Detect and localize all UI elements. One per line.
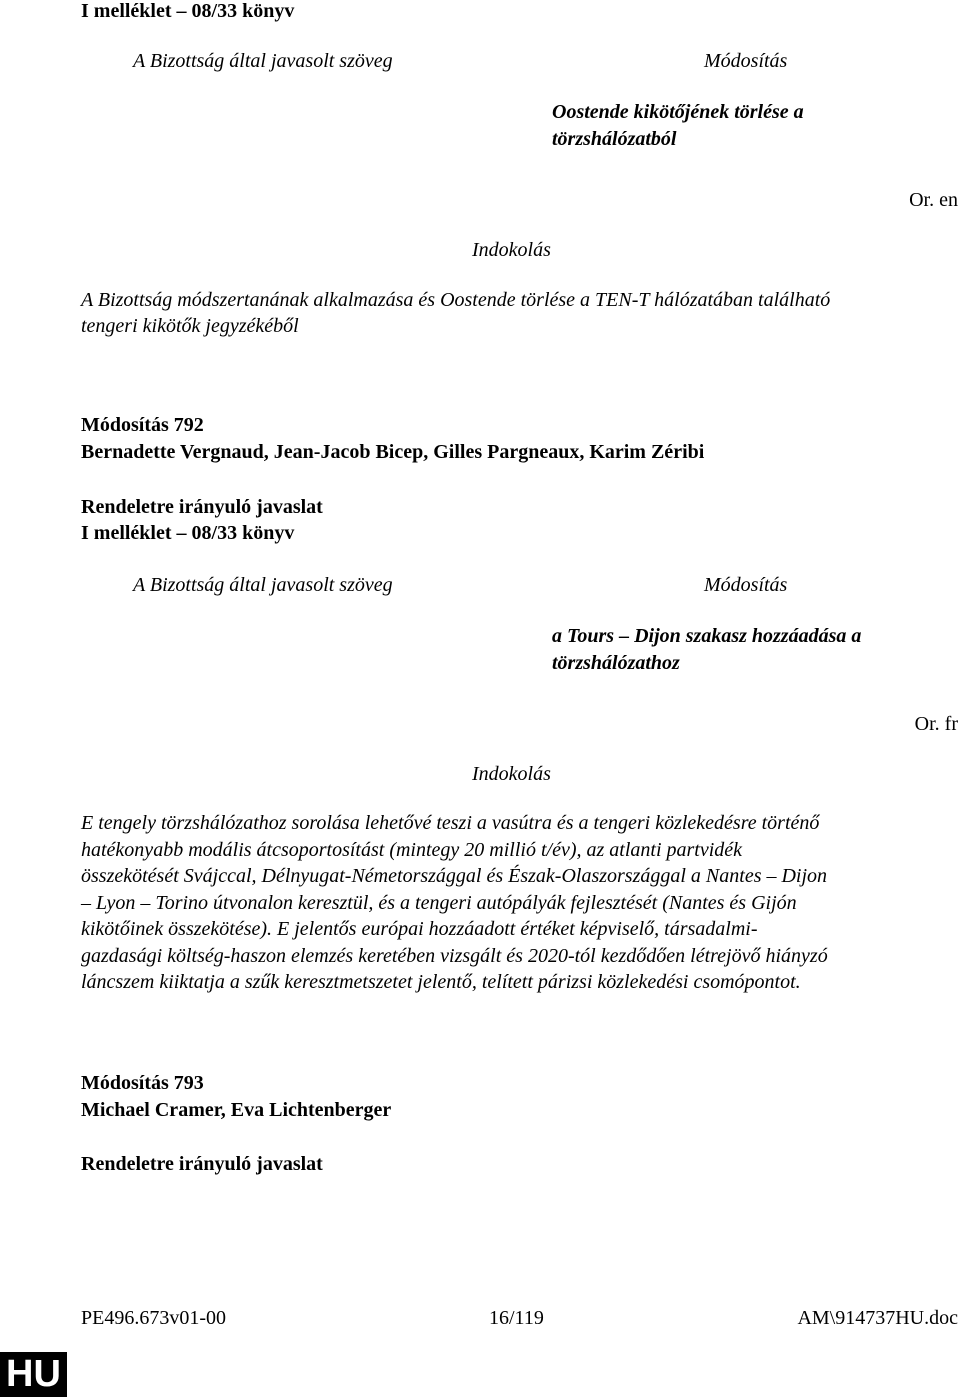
- justification-line: hatékonyabb modális átcsoportosítást (mintegy 20 millió t/év), az atlanti partvidék: [81, 838, 743, 861]
- amendment-number: Módosítás 793: [81, 1072, 204, 1094]
- amendment-authors: Michael Cramer, Eva Lichtenberger: [81, 1099, 392, 1121]
- proposal-title: Rendeletre irányuló javaslat: [81, 1153, 323, 1175]
- annex-heading: I melléklet – 08/33 könyv: [81, 522, 295, 544]
- original-language: Or. fr: [914, 713, 958, 735]
- amendment-number: Módosítás 792: [81, 414, 204, 436]
- language-badge: HU: [0, 1352, 67, 1397]
- amendment-text-line: törzshálózathoz: [552, 652, 680, 674]
- justification-line: gazdasági költség-haszon elemzés keretében vizsgált és 2020-tól kezdődően létrejövő hiányzó: [81, 944, 828, 967]
- justification-line: tengeri kikötők jegyzékéből: [81, 315, 299, 337]
- amendment-text-line: a Tours – Dijon szakasz hozzáadása a: [552, 625, 862, 647]
- justification-line: A Bizottság módszertanának alkalmazása és Oostende törlése a TEN-T hálózatában található: [81, 289, 831, 311]
- amendment-text-line: törzshálózatból: [552, 128, 677, 150]
- column-header-amendment: Módosítás: [704, 50, 788, 72]
- amendment-text-line: Oostende kikötőjének törlése a: [552, 101, 804, 123]
- justification-paragraph: [81, 810, 960, 996]
- column-header-amendment: Módosítás: [704, 574, 788, 596]
- proposal-title: Rendeletre irányuló javaslat: [81, 496, 323, 518]
- column-header-commission-text: A Bizottság által javasolt szöveg: [133, 50, 393, 72]
- justification-label: Indokolás: [472, 239, 551, 261]
- column-header-commission-text: A Bizottság által javasolt szöveg: [133, 574, 393, 596]
- justification-line: összekötését Svájccal, Délnyugat-Németországgal és Észak-Olaszországgal a Nantes – Dijon: [81, 865, 828, 887]
- annex-heading: I melléklet – 08/33 könyv: [81, 0, 295, 22]
- justification-label: Indokolás: [472, 763, 551, 785]
- footer-page-number: 16/119: [489, 1307, 544, 1329]
- footer-document-name: AM\914737HU.doc: [797, 1307, 958, 1329]
- justification-line: kikötőinek összekötése). E jelentős európai hozzáadott értéket képviselő, társadalmi-: [81, 918, 758, 940]
- justification-line: E tengely törzshálózathoz sorolása lehetővé teszi a vasútra és a tengeri közlekedésre történő: [81, 812, 820, 834]
- justification-line: láncszem kiiktatja a szűk keresztmetszetet jelentő, telített párizsi közlekedési csomópontot.: [81, 971, 801, 993]
- justification-line: – Lyon – Torino útvonalon keresztül, és a tengeri autópályák fejlesztését (Nantes és Gijón: [81, 891, 797, 914]
- amendment-authors: Bernadette Vergnaud, Jean-Jacob Bicep, Gilles Pargneaux, Karim Zéribi: [81, 441, 705, 463]
- original-language: Or. en: [909, 189, 958, 211]
- footer-reference: PE496.673v01-00: [81, 1307, 226, 1329]
